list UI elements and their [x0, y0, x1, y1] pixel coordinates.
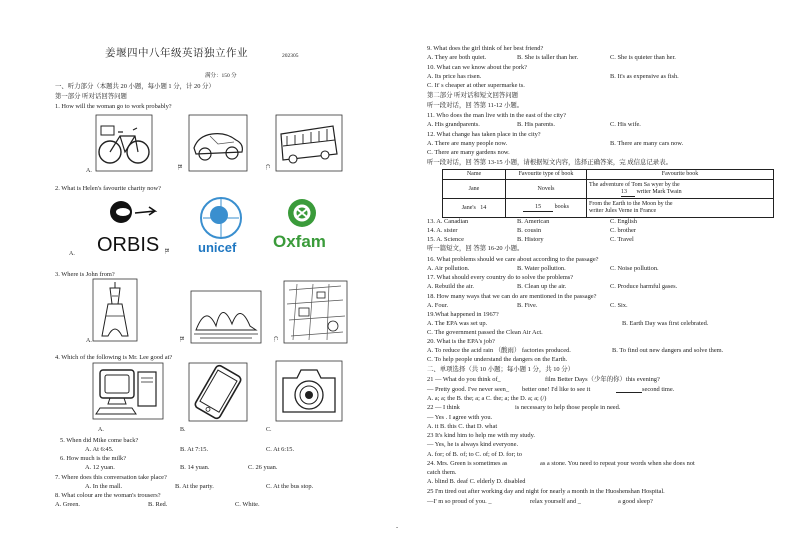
q20-option-b: B. To find out new dangers and solve them. [612, 347, 724, 354]
q4-option-b: B. [180, 427, 186, 433]
book-line-1: The adventure of Tom Sa wyer by the [589, 181, 680, 188]
q19-option-c: C. The government passed the Clean Air Act. [427, 329, 543, 336]
question-25: 25 I'm tired out after working day and night for nearly a month in the Huoshenshan Hospital. [427, 488, 665, 495]
q3-option-b: B. [177, 336, 184, 342]
question-25-reply: —I' m so proud of you. _ [427, 498, 492, 505]
q1-option-c: C. [263, 164, 270, 170]
q2-option-a: A. [69, 251, 75, 257]
question-20: 20. What is the EPA's job? [427, 338, 495, 345]
q13-option-c: C. English [610, 218, 637, 225]
q19-option-b: B. Earth Day was first celebrated. [622, 320, 709, 327]
q18-option-c: C. Six. [610, 302, 628, 309]
q14-option-a: 14. A. sister [427, 227, 458, 234]
book-line-2 [589, 189, 771, 197]
answer-blank-21[interactable] [616, 392, 642, 393]
opera-house-picture [190, 290, 262, 344]
question-1: 1. How will the woman go to work probably? [55, 103, 172, 110]
question-21-reply: — Pretty good. I've never seen_ [427, 386, 510, 393]
q20-option-a: A. To reduce the acid rain （酸雨） factories produced. [427, 347, 571, 354]
question-24-rest: as a stone. You need to repeat your words when she does not [540, 460, 695, 467]
question-4: 4. Which of the following is Mr. Lee good at? [55, 354, 173, 361]
q7-option-a: A. In the mall. [85, 483, 123, 490]
q4-option-a: A. [98, 427, 104, 433]
question-19: 19.What happened in 1967? [427, 311, 499, 318]
q18-option-b: B. Five. [517, 302, 538, 309]
q17-option-a: A. Rebuild the air. [427, 283, 475, 290]
table-cell-type [506, 199, 587, 218]
eiffel-tower-picture [92, 278, 138, 342]
tablet-picture [188, 362, 248, 422]
q10-option-a: A. Its price has risen. [427, 73, 482, 80]
table-cell-type: Novels [506, 180, 587, 199]
table-row [443, 180, 774, 199]
q19-option-a: A. The EPA was set up. [427, 320, 488, 327]
computer-picture [92, 362, 164, 420]
question-23: 23 It's kind him to help me with my study. [427, 432, 535, 439]
table-header-row [443, 170, 774, 180]
date-code: 202305 [282, 53, 299, 59]
section2-heading: 第二部分 听对话和短文回答问题 [427, 92, 519, 99]
section2-note: 听一段对话，回 答第 11-12 小题。 [427, 102, 524, 109]
q3-option-a: A. [86, 338, 92, 344]
q6-option-b: B. 14 yuan. [180, 464, 210, 471]
page-mark: - [396, 524, 399, 531]
question-8: 8. What colour are the woman's trousers? [55, 492, 161, 499]
answer-blank-15[interactable]: 15 [523, 204, 553, 212]
q17-option-c: C. Produce harmful gases. [610, 283, 678, 290]
question-5: 5. When did Mike come back? [60, 437, 139, 444]
q21-options: A. a; a; the B. the; a; a C. the; a; the D. a; a; (/) [427, 395, 547, 402]
table-cell-book [587, 199, 774, 218]
oxfam-logo [270, 195, 335, 255]
q11-option-a: A. His grandparents. [427, 121, 480, 128]
q7-option-c: C. At the bus stop. [266, 483, 314, 490]
bus-picture [275, 114, 343, 172]
question-23-reply: — Yes, he is always kind everyone. [427, 441, 519, 448]
q15-option-b: B. History [517, 236, 544, 243]
question-12: 12. What change has taken place in the city? [427, 131, 541, 138]
q24-options: A. blind B. deaf C. elderly D. disabled [427, 478, 526, 485]
q6-option-c: C. 26 yuan. [248, 464, 278, 471]
orbis-logo [95, 195, 163, 255]
q20-option-c: C. To help people understand the dangers on the Earth. [427, 356, 568, 363]
question-17: 17. What should every country do to solve the problems? [427, 274, 574, 281]
table-header-name: Name [443, 170, 506, 180]
question-21-rest: film Better Days（少年的你）this evening? [545, 376, 660, 383]
question-11: 11. Who does the man live with in the east of the city? [427, 112, 566, 119]
q9-option-c: C. She is quieter than her. [610, 54, 676, 61]
question-24: 24. Mrs. Green is sometimes as [427, 460, 508, 467]
answer-blank-14[interactable]: 14 [480, 204, 487, 211]
q16-option-b: B. Water pollution. [517, 265, 566, 272]
q7-option-b: B. At the party. [175, 483, 214, 490]
q17-option-b: B. Clean up the air. [517, 283, 567, 290]
q15-option-c: C. Travel [610, 236, 634, 243]
q1-option-b: B. [175, 164, 182, 170]
q13-option-b: B. American [517, 218, 550, 225]
part2-heading: 二、单项选择（共 10 小题；每小题 1 分，共 10 分） [427, 366, 574, 373]
q16-option-c: C. Noise pollution. [610, 265, 659, 272]
table-header-book: Favourite book [587, 170, 774, 180]
question-22-reply: — Yes . I agree with you. [427, 414, 493, 421]
table-cell-name: Jane [443, 180, 506, 199]
q5-option-c: C. At 6:15. [266, 446, 295, 453]
question-9: 9. What does the girl think of her best friend? [427, 45, 544, 52]
question-16: 16. What problems should we care about according to the passage? [427, 256, 599, 263]
table-header-type: Favourite type of book [506, 170, 587, 180]
q14-option-b: B. cousin [517, 227, 542, 234]
q1-option-a: A. [86, 168, 92, 174]
question-25-reply-2: relax yourself and _ [530, 498, 581, 505]
answer-blank-13[interactable]: 13 [621, 189, 635, 197]
q16-option-a: A. Air pollution. [427, 265, 470, 272]
bicycle-picture [95, 114, 153, 172]
q12-option-b: B. There are many cars now. [610, 140, 684, 147]
question-3: 3. Where is John from? [55, 271, 115, 278]
table-row [443, 199, 774, 218]
question-2: 2. What is Helen's favourite charity now? [55, 185, 161, 192]
question-10: 10. What can we know about the pork? [427, 64, 527, 71]
orbis-logo-text: ORBIS [97, 234, 160, 255]
page-title: 姜堰四中八年级英语独立作业 [105, 48, 248, 59]
info-record-table [442, 169, 774, 218]
q2-option-b: B. [162, 248, 169, 254]
section4-note: 听一篇短文，回 答第 16-20 小题。 [427, 245, 524, 252]
question-6: 6. How much is the milk? [60, 455, 127, 462]
city-map-picture [283, 280, 348, 344]
book-line-1: From the Earth to the Moon by the [589, 201, 673, 207]
question-22: 22 — I think [427, 404, 460, 411]
section1-heading: 第一部分 听对话回答问题 [55, 93, 127, 100]
question-22-rest: is necessary to help those people in need. [515, 404, 621, 411]
q8-option-c: C. White. [235, 501, 260, 508]
camera-picture [275, 360, 343, 422]
score-label: 满分：150 分 [205, 73, 237, 79]
q12-option-a: A. There are many people now. [427, 140, 508, 147]
book-line-2-text: writer Mark Twain [636, 188, 682, 195]
q15-option-a: 15. A. Science [427, 236, 464, 243]
q3-option-c: C. [271, 336, 278, 342]
q23-options: A. for; of B. of; to C. of; of D. for; to [427, 451, 522, 458]
sports-car-picture [188, 114, 248, 172]
q12-option-c: C. There are many gardens now. [427, 149, 510, 156]
q8-option-a: A. Green. [55, 501, 81, 508]
q10-option-c: C. It' s cheaper at other supermarke ts. [427, 82, 525, 89]
q5-option-b: B. At 7:15. [180, 446, 209, 453]
book-line-2: writer Jules Verne in France [589, 208, 657, 214]
q9-option-a: A. They are both quiet. [427, 54, 487, 61]
q6-option-a: A. 12 yuan. [85, 464, 115, 471]
question-21-reply-2: better one! I'd like to see it [522, 386, 591, 393]
q4-option-c: C. [266, 427, 272, 433]
question-18: 18. How many ways that we can do are mentioned in the passage? [427, 293, 597, 300]
unicef-logo-text: unicef [198, 240, 237, 255]
question-24-end: catch them. [427, 469, 457, 476]
section3-note: 听一段对话，回 答第 13-15 小题，请根据短文内容，选择正确答案，完 成信息记录表。 [427, 159, 672, 166]
cell-type-word: books [554, 204, 569, 210]
q5-option-a: A. At 6:45. [85, 446, 114, 453]
q14-option-c: C. brother [610, 227, 636, 234]
unicef-logo [195, 195, 247, 255]
q13-option-a: 13. A. Canadian [427, 218, 469, 225]
table-cell-book [587, 180, 774, 199]
question-21-reply-3: second time. [642, 386, 675, 393]
oxfam-logo-text: Oxfam [273, 232, 326, 251]
q9-option-b: B. She is taller than her. [517, 54, 579, 61]
cell-name-text: Jane's [461, 204, 476, 211]
q8-option-b: B. Red. [148, 501, 168, 508]
table-cell-name [443, 199, 506, 218]
q18-option-a: A. Four. [427, 302, 449, 309]
question-25-reply-3: a good sleep? [618, 498, 653, 505]
q10-option-b: B. It's as expensive as fish. [610, 73, 679, 80]
part1-heading: 一、听力部分（本题共 20 小题，每小题 1 分，计 20 分） [55, 83, 215, 90]
q11-option-b: B. His parents. [517, 121, 555, 128]
question-7: 7. Where does this conversation take place? [55, 474, 167, 481]
question-21: 21 — What do you think of_ [427, 376, 501, 383]
q22-options: A. it B. this C. that D. what [427, 423, 498, 430]
q11-option-c: C. His wife. [610, 121, 641, 128]
